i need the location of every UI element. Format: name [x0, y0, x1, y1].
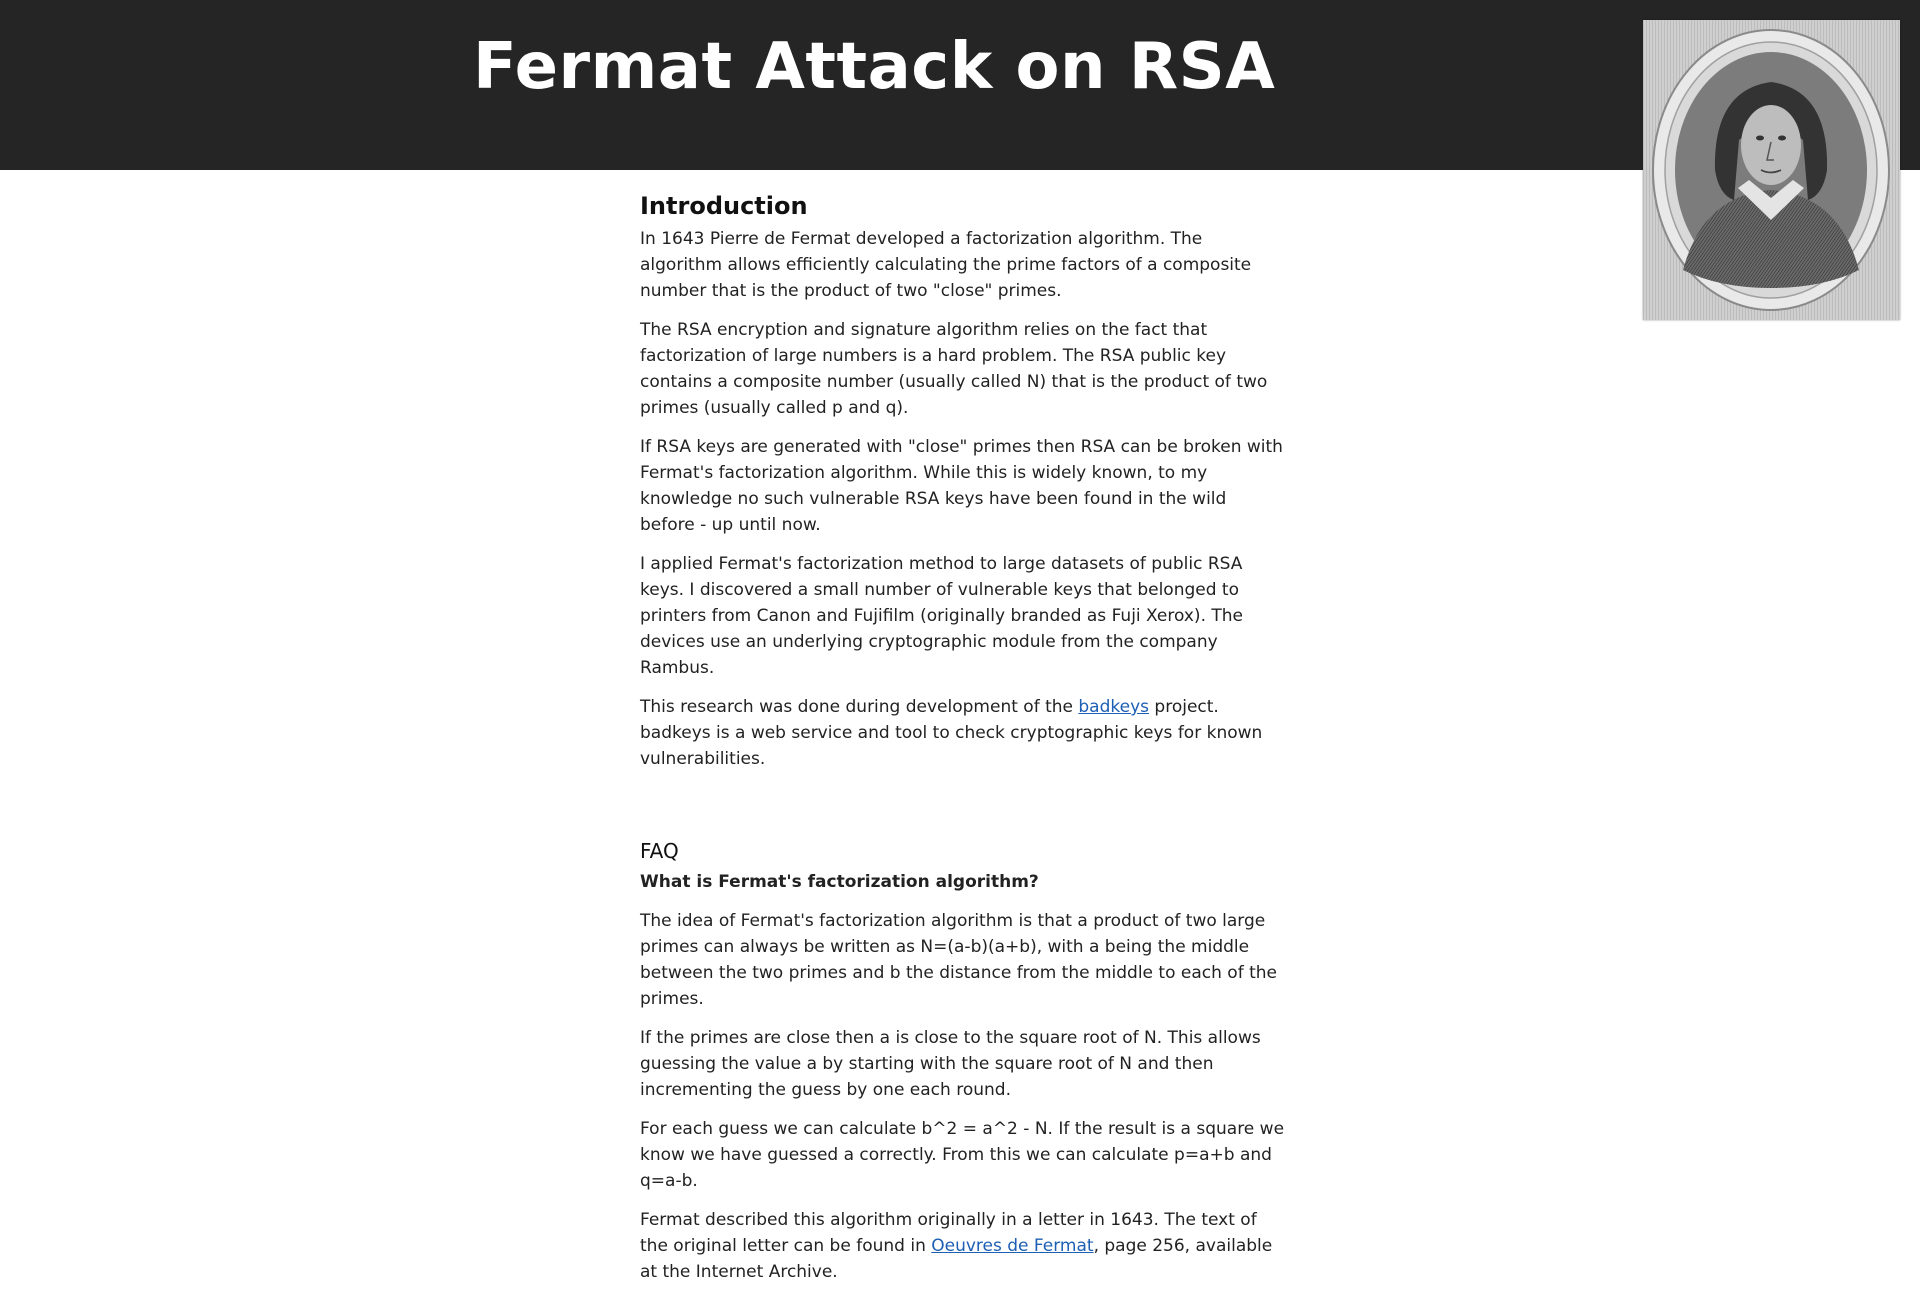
- section-spacer: [640, 785, 1285, 837]
- faq-answer-1-paragraph-2: If the primes are close then a is close to the square root of N. This allows guessing the value a by starting with the square root of N and then incrementing the guess by one each round.: [640, 1028, 1261, 1100]
- badkeys-link[interactable]: badkeys: [1078, 697, 1150, 717]
- intro-paragraph-1: In 1643 Pierre de Fermat developed a factorization algorithm. The algorithm allows efficiently calculating the prime factors of a composite number that is the product of two "close" primes.: [640, 229, 1252, 301]
- oeuvres-de-fermat-link[interactable]: Oeuvres de Fermat: [931, 1236, 1094, 1256]
- faq-answer-1-paragraph-3: For each guess we can calculate b^2 = a^2 - N. If the result is a square we know we have guessed a correctly. From this we can calculate p=a+b and q=a-b.: [640, 1119, 1285, 1191]
- main-content: [640, 190, 1285, 1298]
- intro-paragraph-2: The RSA encryption and signature algorithm relies on the fact that factorization of large numbers is a hard problem. The RSA public key contains a composite number (usually called N) that is the product of two primes (usually called p and q).: [640, 320, 1268, 418]
- site-header: [0, 0, 1920, 170]
- intro-p5-text-after: project. badkeys is a web service and tool to check cryptographic keys for known vulnerabilities.: [640, 697, 1263, 769]
- faq-answer-1-paragraph-1: The idea of Fermat's factorization algorithm is that a product of two large primes can always be written as N=(a-b)(a+b), with a being the middle between the two primes and b the distance from the middle to each of the primes.: [640, 911, 1277, 1009]
- faq-a1p4-text-before: Fermat described this algorithm originally in a letter in 1643. The text of the original letter can be found in: [640, 1210, 1257, 1256]
- faq-question-1: What is Fermat's factorization algorithm?: [640, 872, 1039, 892]
- intro-paragraph-3: If RSA keys are generated with "close" primes then RSA can be broken with Fermat's factorization algorithm. While this is widely known, to my knowledge no such vulnerable RSA keys have been found in the wild before - up until now.: [640, 437, 1283, 535]
- intro-paragraph-5: [640, 694, 1285, 772]
- faq-heading: FAQ: [640, 839, 679, 863]
- faq-a1p4-text-after: , page 256, available at the Internet Archive.: [640, 1236, 1273, 1282]
- intro-p5-text-before: This research was done during development of the: [640, 697, 1079, 717]
- faq-answer-1-paragraph-4: [640, 1207, 1285, 1285]
- fermat-portrait-image: [1643, 20, 1900, 320]
- portrait-icon: [1643, 20, 1900, 320]
- page-title: Fermat Attack on RSA: [473, 30, 1276, 104]
- intro-paragraph-4: I applied Fermat's factorization method to large datasets of public RSA keys. I discovered a small number of vulnerable keys that belonged to printers from Canon and Fujifilm (originally branded as Fuji Xerox). The devices use an underlying cryptographic module from the company Rambus.: [640, 554, 1243, 678]
- introduction-heading: Introduction: [640, 192, 808, 220]
